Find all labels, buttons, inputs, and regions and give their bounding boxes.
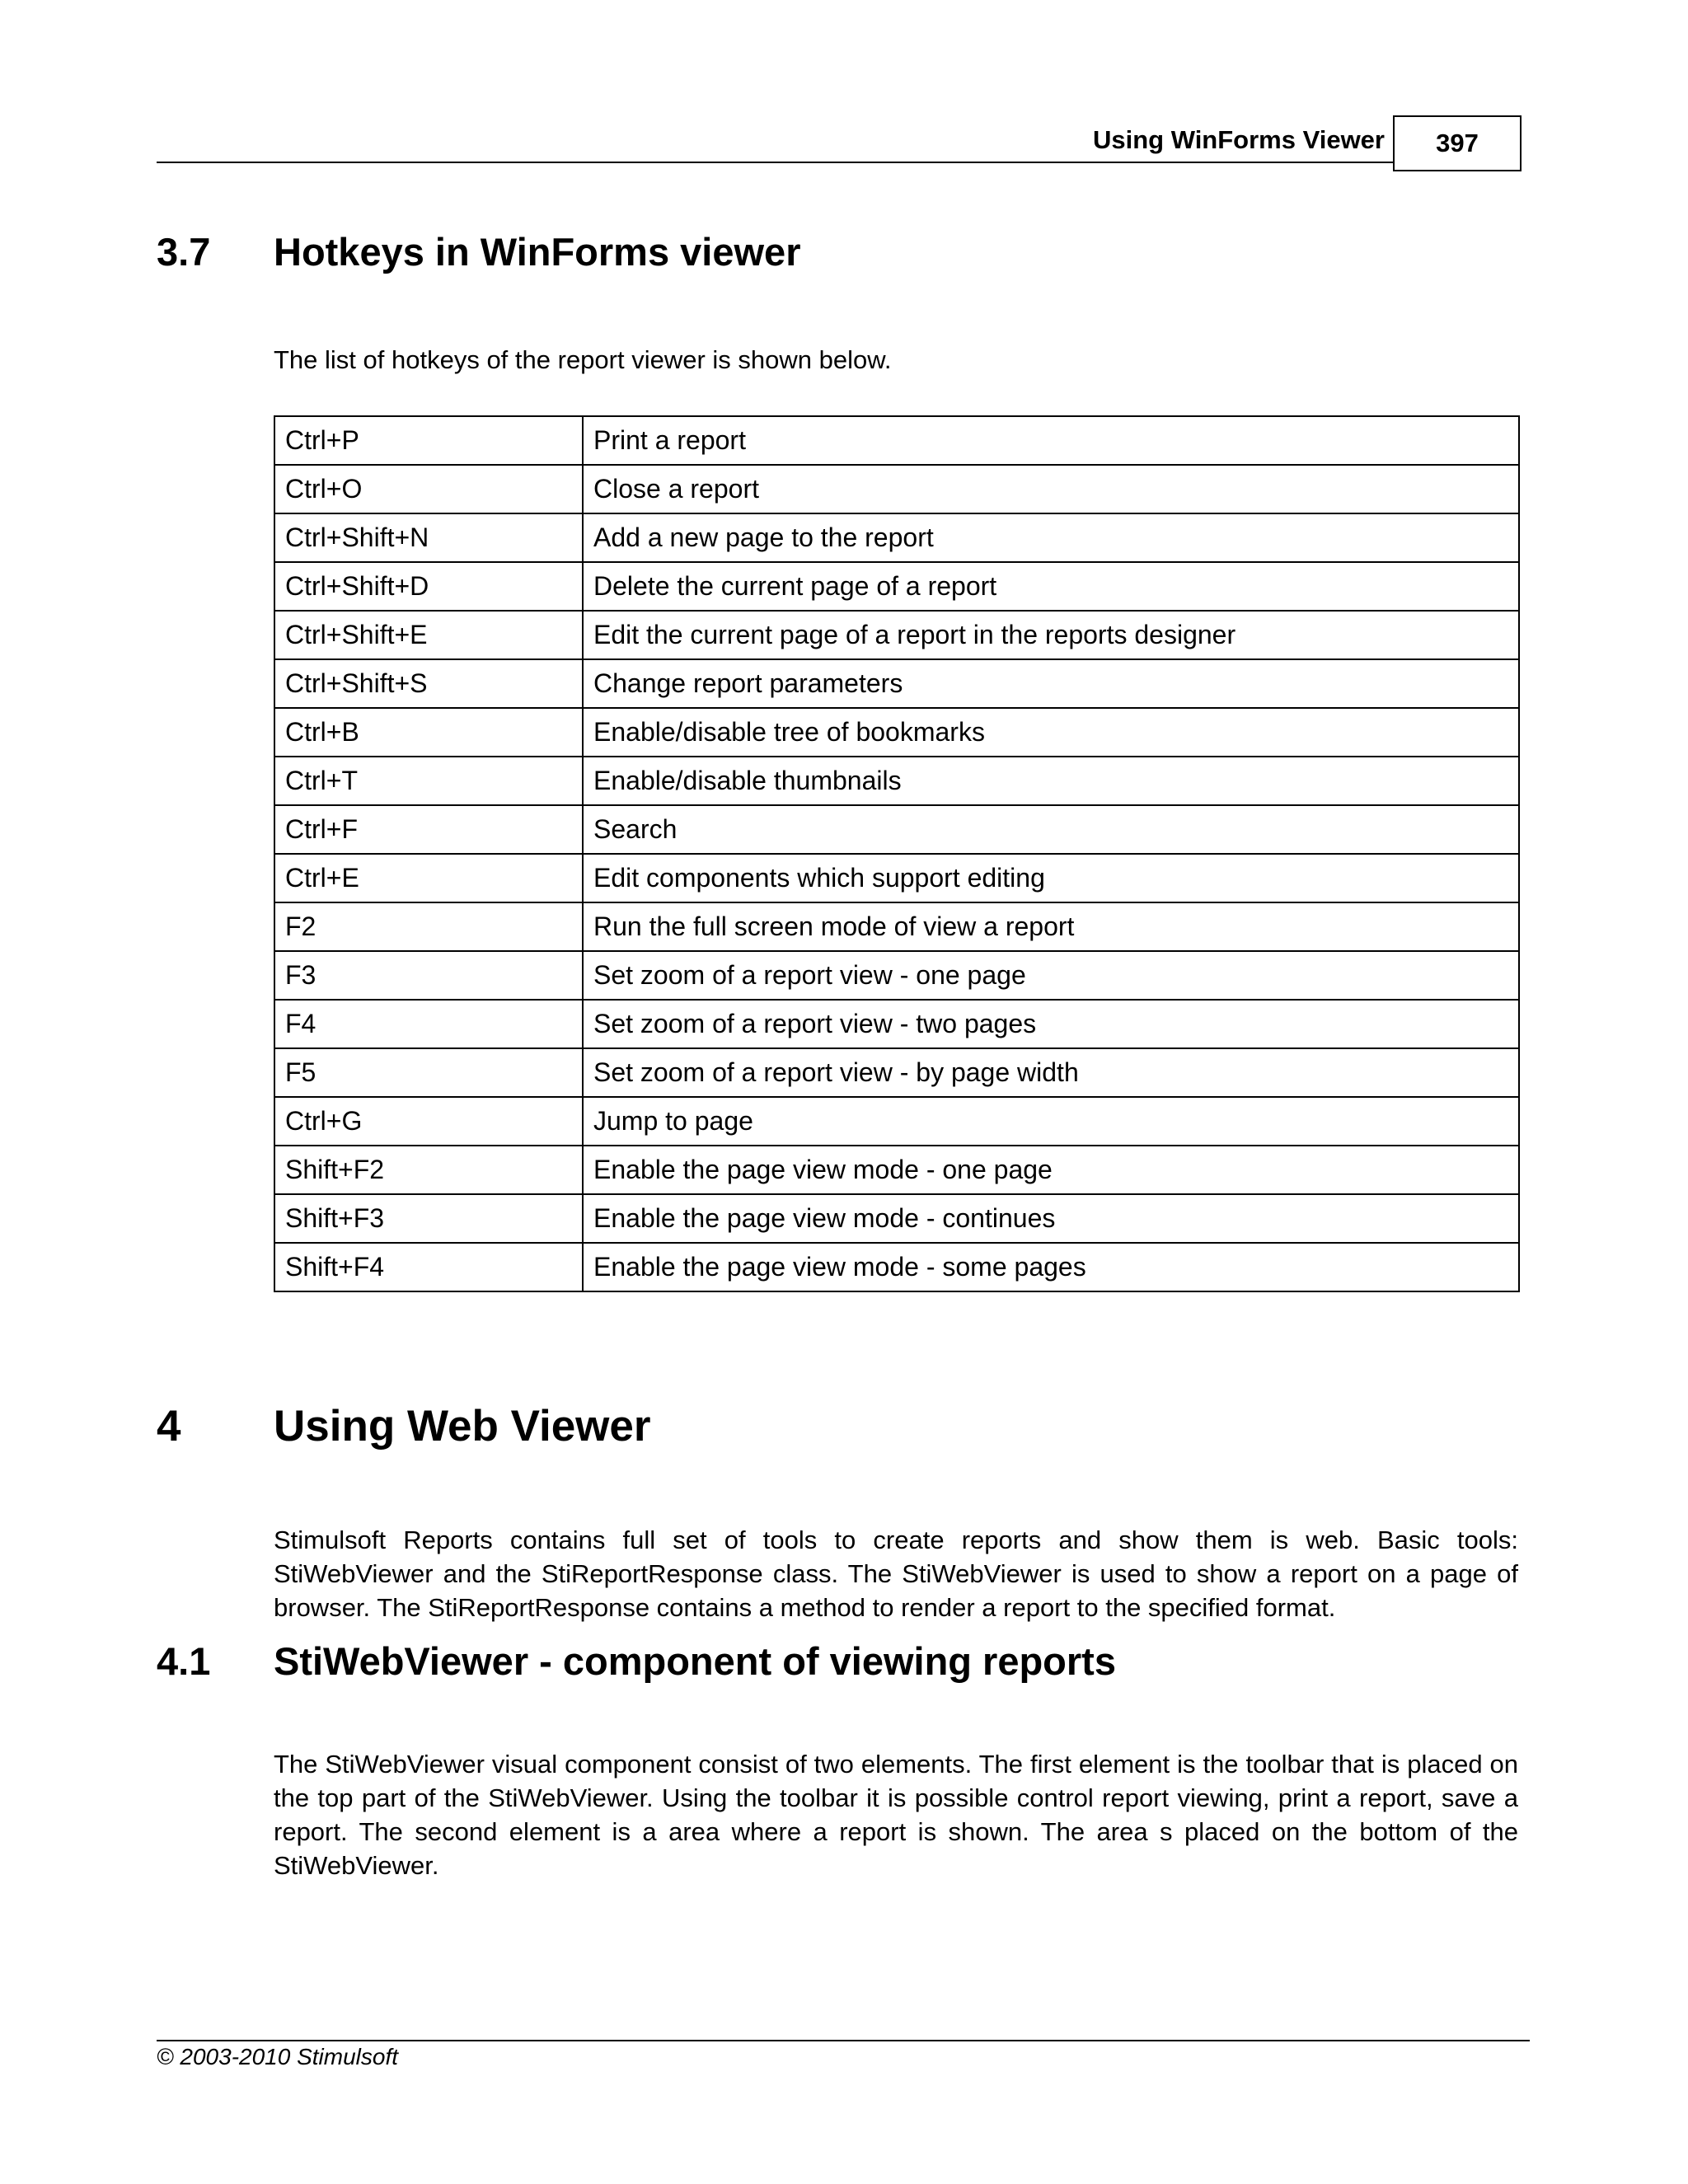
- hotkeys-table-body: [274, 416, 1519, 1291]
- table-row: [274, 465, 1519, 513]
- section-number: 4.1: [157, 1639, 211, 1683]
- hotkey-key-cell: Ctrl+G: [274, 1097, 583, 1146]
- page-number: 397: [1393, 115, 1522, 171]
- hotkey-description-cell: Change report parameters: [583, 659, 1519, 708]
- hotkey-key-cell: F4: [274, 1000, 583, 1048]
- section-heading-4: [157, 1401, 1558, 1455]
- section-number: 3.7: [157, 230, 211, 274]
- hotkey-key-cell: Ctrl+F: [274, 805, 583, 854]
- hotkey-description-cell: Enable the page view mode - continues: [583, 1194, 1519, 1243]
- section-heading-4-1: [157, 1638, 1558, 1688]
- hotkey-key-cell: Ctrl+T: [274, 757, 583, 805]
- hotkey-key-cell: F2: [274, 902, 583, 951]
- table-row: [274, 1243, 1519, 1291]
- hotkey-description-cell: Jump to page: [583, 1097, 1519, 1146]
- section-heading-3-7: [157, 229, 1558, 279]
- section-title: Using Web Viewer: [274, 1402, 651, 1451]
- table-row: [274, 951, 1519, 1000]
- hotkey-key-cell: Ctrl+Shift+S: [274, 659, 583, 708]
- hotkeys-intro: The list of hotkeys of the report viewer is shown below.: [274, 345, 892, 374]
- table-row: [274, 562, 1519, 611]
- hotkey-description-cell: Delete the current page of a report: [583, 562, 1519, 611]
- table-row: [274, 757, 1519, 805]
- hotkey-key-cell: Ctrl+B: [274, 708, 583, 757]
- hotkey-description-cell: Search: [583, 805, 1519, 854]
- hotkey-key-cell: Ctrl+Shift+N: [274, 513, 583, 562]
- section-4-1-body: The StiWebViewer visual component consist of two elements. The first element is the toolbar that is placed on the top part of the StiWebViewer. Using the toolbar it is possible control report viewing, print a report, save a report. The second element is a area where a report is shown. The area s placed on the bottom of the StiWebViewer.: [274, 1750, 1518, 1880]
- table-row: [274, 1194, 1519, 1243]
- footer-copyright: © 2003-2010 Stimulsoft: [157, 2044, 399, 2069]
- hotkey-key-cell: Shift+F2: [274, 1146, 583, 1194]
- hotkey-description-cell: Enable the page view mode - some pages: [583, 1243, 1519, 1291]
- hotkey-description-cell: Edit components which support editing: [583, 854, 1519, 902]
- hotkey-description-cell: Enable/disable tree of bookmarks: [583, 708, 1519, 757]
- hotkey-key-cell: Ctrl+P: [274, 416, 583, 465]
- hotkey-key-cell: Ctrl+O: [274, 465, 583, 513]
- hotkey-description-cell: Edit the current page of a report in the reports designer: [583, 611, 1519, 659]
- section-title: Hotkeys in WinForms viewer: [274, 230, 801, 274]
- hotkeys-table: [274, 415, 1520, 1292]
- hotkey-description-cell: Run the full screen mode of view a report: [583, 902, 1519, 951]
- hotkey-description-cell: Enable the page view mode - one page: [583, 1146, 1519, 1194]
- table-row: [274, 1146, 1519, 1194]
- table-row: [274, 1000, 1519, 1048]
- table-row: [274, 854, 1519, 902]
- table-row: [274, 416, 1519, 465]
- hotkey-description-cell: Close a report: [583, 465, 1519, 513]
- hotkey-key-cell: F3: [274, 951, 583, 1000]
- table-row: [274, 902, 1519, 951]
- table-row: [274, 805, 1519, 854]
- section-number: 4: [157, 1402, 181, 1451]
- running-header-title: Using WinForms Viewer: [1092, 125, 1385, 154]
- section-title: StiWebViewer - component of viewing reports: [274, 1639, 1116, 1683]
- table-row: [274, 659, 1519, 708]
- table-row: [274, 513, 1519, 562]
- hotkey-key-cell: Ctrl+Shift+E: [274, 611, 583, 659]
- hotkey-key-cell: Ctrl+E: [274, 854, 583, 902]
- table-row: [274, 611, 1519, 659]
- hotkey-key-cell: Shift+F3: [274, 1194, 583, 1243]
- hotkey-description-cell: Set zoom of a report view - one page: [583, 951, 1519, 1000]
- hotkey-description-cell: Enable/disable thumbnails: [583, 757, 1519, 805]
- hotkey-description-cell: Print a report: [583, 416, 1519, 465]
- table-row: [274, 1048, 1519, 1097]
- hotkey-description-cell: Add a new page to the report: [583, 513, 1519, 562]
- hotkey-key-cell: Shift+F4: [274, 1243, 583, 1291]
- table-row: [274, 708, 1519, 757]
- running-header: [157, 115, 1517, 175]
- hotkey-key-cell: Ctrl+Shift+D: [274, 562, 583, 611]
- section-4-body: Stimulsoft Reports contains full set of tools to create reports and show them is web. Basic tools: StiWebViewer and the StiReportResponse class. The StiWebViewer is used to show a report on a page of browser. The StiReportResponse contains a method to render a report to the specified format.: [274, 1526, 1518, 1622]
- footer-rule: [157, 2040, 1530, 2041]
- hotkey-description-cell: Set zoom of a report view - by page width: [583, 1048, 1519, 1097]
- table-row: [274, 1097, 1519, 1146]
- hotkey-key-cell: F5: [274, 1048, 583, 1097]
- hotkey-description-cell: Set zoom of a report view - two pages: [583, 1000, 1519, 1048]
- header-rule: [157, 162, 1393, 163]
